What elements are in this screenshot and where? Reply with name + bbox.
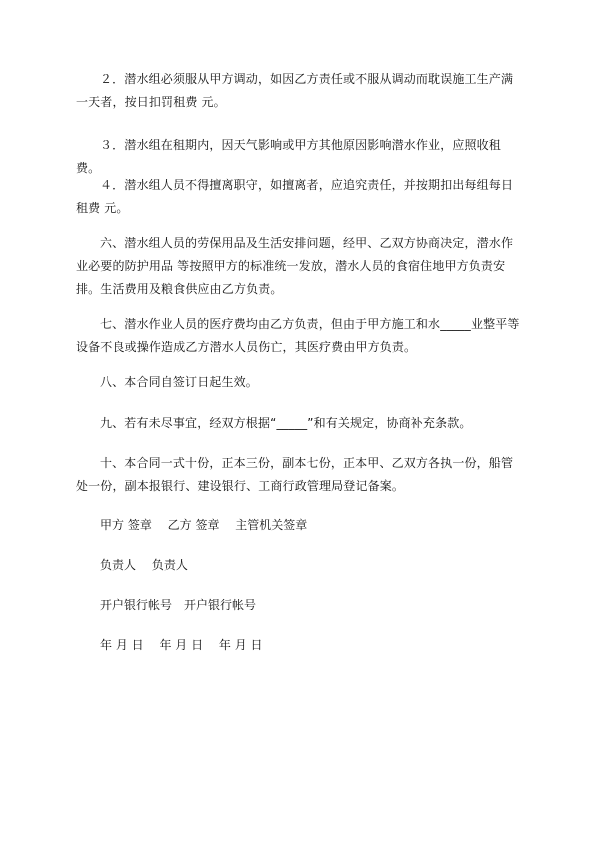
clause-4: ４．潜水组人员不得擅离职守，如擅离者，应追究责任，并按期扣出每组每日租费 元。 [76,178,514,215]
signature-bank-line: 开户银行帐号 开户银行帐号 [100,598,257,612]
clause-7 [76,313,520,359]
clause-3: ３．潜水组在租期内，因天气影响或甲方其他原因影响潜水作业，应照收租费。 [76,138,501,175]
clause-9-text-after: ”和有关规定，协商补充条款。 [307,416,472,430]
clause-10: 十、本合同一式十份，正本三份，副本七份，正本甲、乙双方各执一份，船管处一份，副本报银行、建设银行、工商行政管理局登记备案。 [76,456,514,493]
clause-7-text-before: 七、潜水作业人员的医疗费均由乙方负责，但由于甲方施工和水 [100,317,441,331]
clause-9-text-before: 九、若有未尽事宜，经双方根据“ [100,416,277,430]
clause-7-text-after: 业整平等设备不良或操作造成乙方潜水人员伤亡，其医疗费由甲方负责。 [76,317,520,354]
clause-9-blank: _____ [276,416,308,430]
signature-person-line: 负责人 负责人 [100,558,188,572]
clause-7-blank: _____ [440,317,471,331]
clause-9 [76,412,520,435]
clause-8: 八、本合同自签订日起生效。 [100,375,258,389]
clause-2: ２．潜水组必须服从甲方调动，如因乙方责任或不服从调动而耽误施工生产满一天者，按日扣罚租费 元。 [76,72,514,109]
signature-date-line: 年 月 日 年 月 日 年 月 日 [100,638,263,652]
clause-6: 六、潜水组人员的劳保用品及生活安排问题，经甲、乙双方协商决定，潜水作业必要的防护用品 等按照甲方的标准统一发放，潜水人员的食宿住地甲方负责安排。生活费用及粮食供应由乙方负责。 [76,236,514,296]
signature-seal-line: 甲方 签章 乙方 签章 主管机关签章 [100,518,308,532]
